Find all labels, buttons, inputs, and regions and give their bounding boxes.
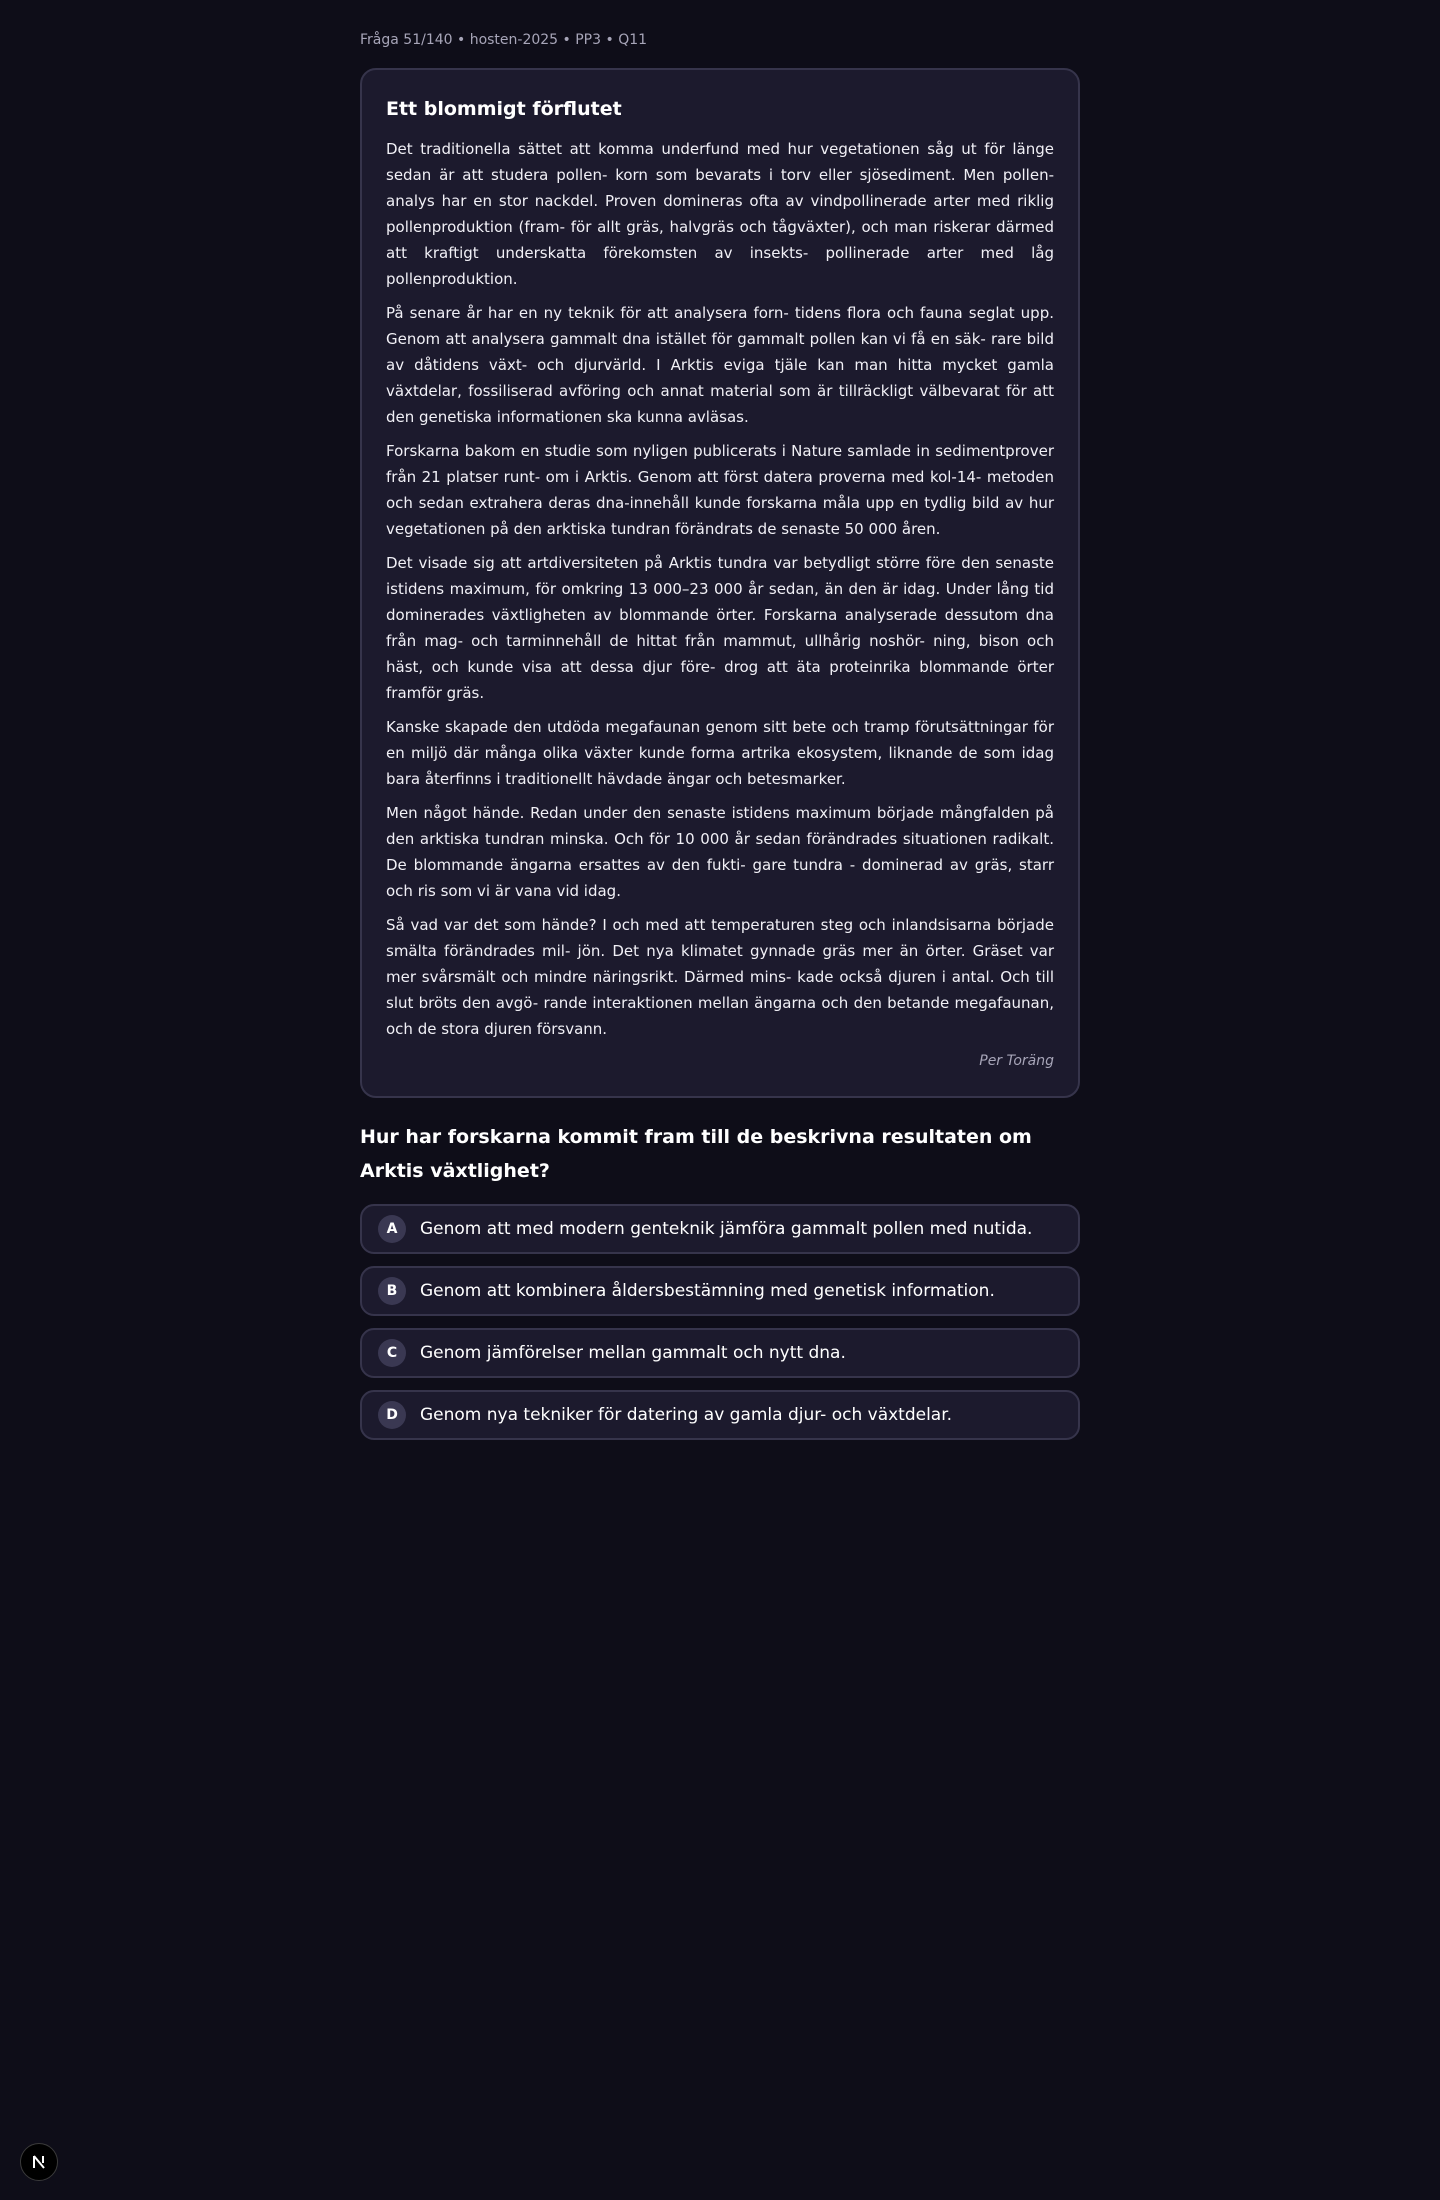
question-meta: Fråga 51/140 • hosten-2025 • PP3 • Q11 <box>360 32 648 48</box>
option-letter-badge: B <box>378 1277 406 1305</box>
answer-option-a[interactable] <box>360 1204 1080 1254</box>
answer-option-b[interactable] <box>360 1266 1080 1316</box>
passage-paragraph: Kanske skapade den utdöda megafaunan genom sitt bete och tramp förutsättningar för en miljö där många olika växter kunde forma artrika ekosystem, liknande de som idag bara återfinns i traditionellt hävdade ängar och betesmarker. <box>386 718 1054 788</box>
option-label: Genom att med modern genteknik jämföra gammalt pollen med nutida. <box>420 1219 1033 1239</box>
passage-paragraph: Det traditionella sättet att komma underfund med hur vegetationen såg ut för länge sedan är att studera pollen- korn som bevarats i torv eller sjösediment. Men pollen- analys har en stor nackdel. Proven domineras ofta av vindpollinerade arter med riklig pollenproduktion (fram- för allt gräs, halvgräs och tågväxter), och man riskerar därmed att kraftigt underskatta förekomsten av insekts- pollinerade arter med låg pollenproduktion. <box>386 140 1054 288</box>
passage-paragraph: Det visade sig att artdiversiteten på Arktis tundra var betydligt större före den senaste istidens maximum, för omkring 13 000–23 000 år sedan, än den är idag. Under lång tid dominerades växtligheten av blommande örter. Forskarna analyserade dessutom dna från mag- och tarminnehåll de hittat från mammut, ullhårig noshör- ning, bison och häst, och kunde visa att dessa djur före- drog att äta proteinrika blommande örter framför gräs. <box>386 554 1054 702</box>
passage-author: Per Toräng <box>979 1053 1054 1069</box>
option-letter-badge: C <box>378 1339 406 1367</box>
answer-option-c[interactable] <box>360 1328 1080 1378</box>
question-text: Hur har forskarna kommit fram till de beskrivna resultaten om Arktis växtlighet? <box>360 1126 1032 1182</box>
next-n-logo-icon[interactable] <box>20 2143 58 2181</box>
quiz-container <box>360 28 1080 1452</box>
answer-option-d[interactable] <box>360 1390 1080 1440</box>
n-glyph-icon <box>30 2153 48 2171</box>
passage-title: Ett blommigt förflutet <box>386 98 622 120</box>
option-label: Genom jämförelser mellan gammalt och nytt dna. <box>420 1343 846 1363</box>
option-letter-badge: D <box>378 1401 406 1429</box>
option-letter-badge: A <box>378 1215 406 1243</box>
passage-paragraph: Men något hände. Redan under den senaste istidens maximum började mångfalden på den arktiska tundran minska. Och för 10 000 år sedan förändrades situationen radikalt. De blommande ängarna ersattes av den fukti- gare tundra - dominerad av gräs, starr och ris som vi är vana vid idag. <box>386 804 1054 900</box>
reading-passage-card <box>360 68 1080 1098</box>
passage-paragraph: På senare år har en ny teknik för att analysera forn- tidens flora och fauna seglat upp. Genom att analysera gammalt dna istället för gammalt pollen kan vi få en säk- rare bild av dåtidens växt- och djurvärld. I Arktis eviga tjäle kan man hitta mycket gamla växtdelar, fossiliserad avföring och annat material som är tillräckligt välbevarat för att den genetiska informationen ska kunna avläsas. <box>386 304 1054 426</box>
option-label: Genom att kombinera åldersbestämning med genetisk information. <box>420 1281 995 1301</box>
option-label: Genom nya tekniker för datering av gamla djur- och växtdelar. <box>420 1405 953 1425</box>
passage-paragraph: Så vad var det som hände? I och med att temperaturen steg och inlandsisarna började smälta förändrades mil- jön. Det nya klimatet gynnade gräs mer än örter. Gräset var mer svårsmält och mindre näringsrikt. Därmed mins- kade också djuren i antal. Och till slut bröts den avgö- rande interaktionen mellan ängarna och den betande megafaunan, och de stora djuren försvann. <box>386 916 1054 1038</box>
passage-paragraph: Forskarna bakom en studie som nyligen publicerats i Nature samlade in sedimentprover från 21 platser runt- om i Arktis. Genom att först datera proverna med kol-14- metoden och sedan extrahera deras dna-innehåll kunde forskarna måla upp en tydlig bild av hur vegetationen på den arktiska tundran förändrats de senaste 50 000 åren. <box>386 442 1054 538</box>
